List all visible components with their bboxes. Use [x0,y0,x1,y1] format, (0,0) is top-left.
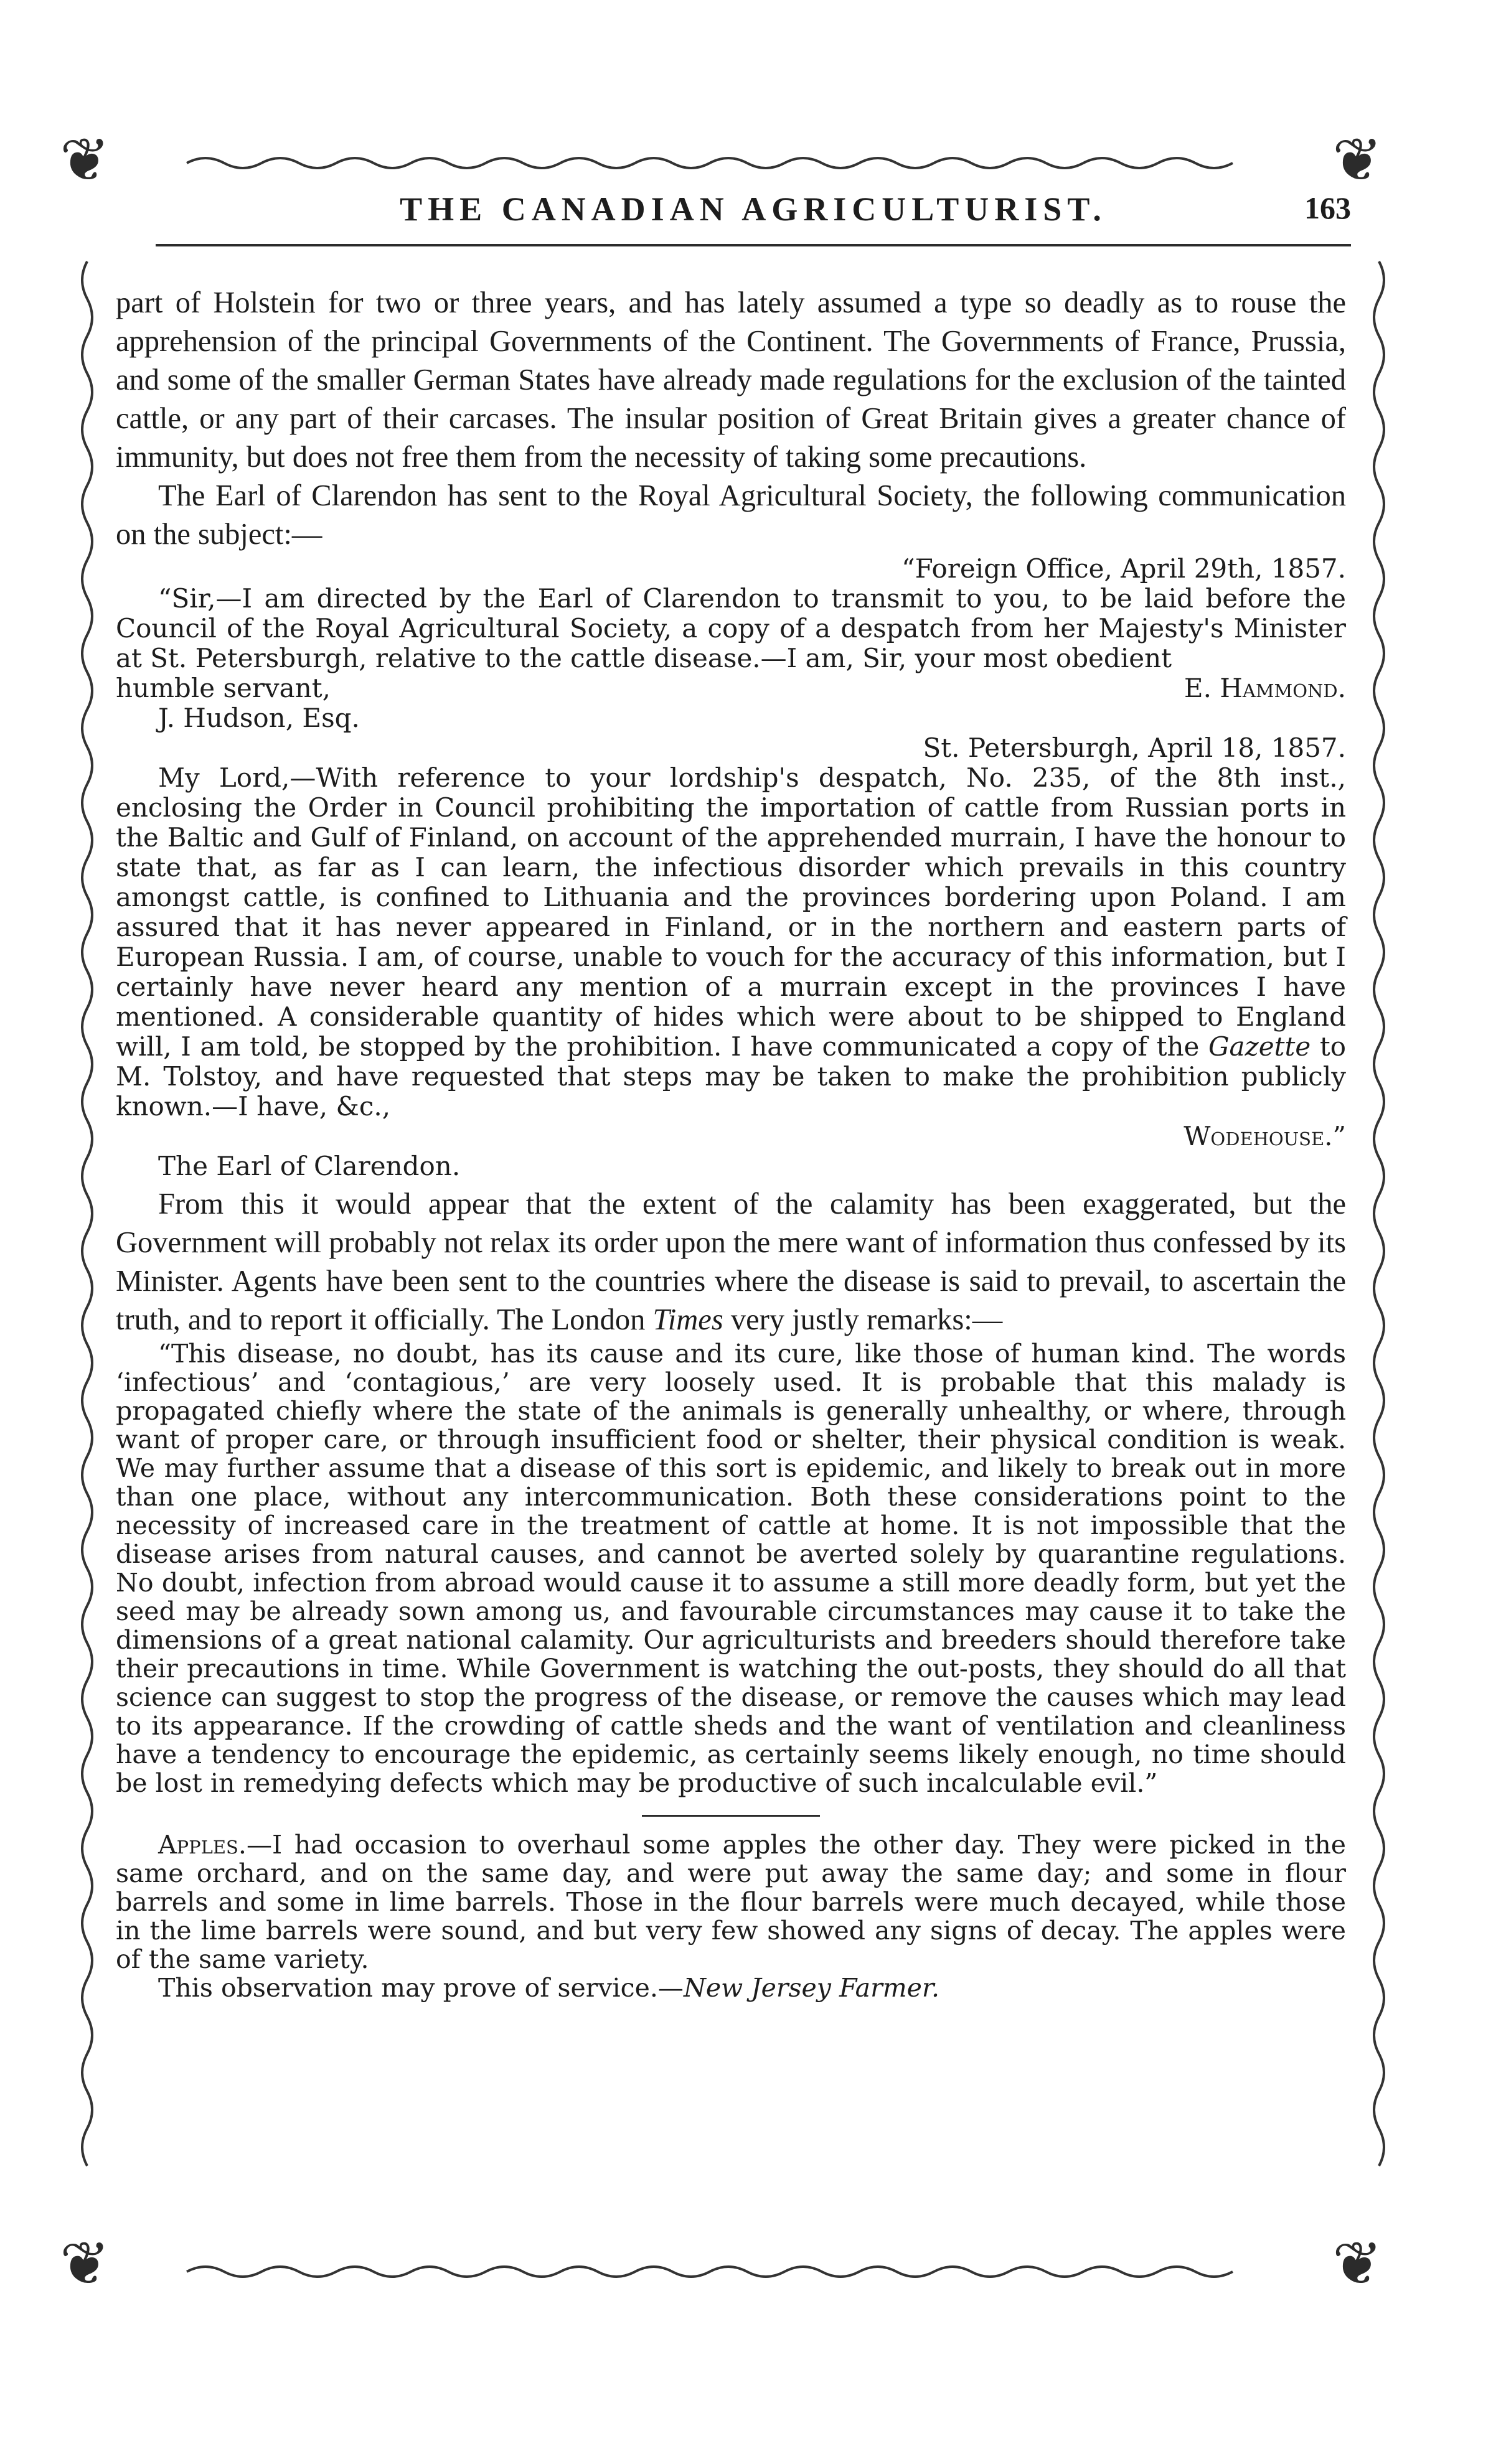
letter-addressee: J. Hudson, Esq. [158,703,360,733]
letter-signature: E. Hammond. [1184,673,1346,703]
apples-source-line [116,1974,1346,2002]
header-rule [156,244,1351,246]
letter-signature: Wodehouse.” [1184,1121,1346,1151]
apples-note [116,1830,1346,2002]
paragraph: part of Holstein for two or three years, and has lately assumed a type so deadly as to rouse the apprehension of the principal Governments of the Continent. The Governments of France, Prussia, and some of the smaller German States have already made regulations for the exclusion of the tainted cattle, or any part of their carcases. The insular position of Great Britain gives a greater chance of immunity, but does not free them from the necessity of taking some precautions. [116,286,1346,474]
times-title: Times [652,1303,723,1336]
letter-body: “Sir,—I am directed by the Earl of Clarendon to transmit to you, to be laid before the Council of the Royal Agricultural Society, a copy of a despatch from her Majesty's Minister at St. Petersburgh, relative to the cattle disease.—I am, Sir, your most obedient [116,583,1346,673]
letter-closing-line [116,673,1346,703]
corner-ornament-icon: ❦ [60,2231,110,2297]
article-body [116,284,1346,2002]
page-header [156,190,1351,240]
corner-ornament-icon: ❦ [60,127,110,194]
apples-line2: This observation may prove of service.— [158,1973,684,2003]
letter-foreign-office [116,554,1346,733]
paragraph: The Earl of Clarendon has sent to the Royal Agricultural Society, the following communication on the subject:— [116,479,1346,551]
letter-body [116,763,1346,1122]
corner-ornament-icon: ❦ [1332,127,1383,194]
letter-addressee: The Earl of Clarendon. [158,1151,461,1181]
letter-st-petersburgh [116,733,1346,1181]
letter-text: to M. Tolstoy, and have requested that steps may be taken to make the prohibition publicly known.—I have, &c., [116,1031,1346,1122]
section-separator [642,1815,820,1817]
apples-heading: Apples. [158,1830,247,1860]
apples-source: New Jersey Farmer. [683,1973,939,2003]
running-title: THE CANADIAN AGRICULTURIST. [400,190,1107,228]
apples-paragraph [116,1830,1346,1974]
paragraph-text: very justly remarks:— [730,1303,1003,1336]
gazette-title: Gazette [1208,1031,1311,1062]
letter-closing: humble servant, [116,673,331,703]
page-number: 163 [1304,190,1351,225]
letter-dateline: St. Petersburgh, April 18, 1857. [923,733,1346,763]
paragraph-text: From this it would appear that the extent of the calamity has been exaggerated, but the Government will probably not relax its order upon the mere want of information thus confessed by its Minister. Agents have been sent to the countries where the disease is said to prevail, to ascertain the truth, and to report it officially. The London [116,1187,1346,1336]
paragraph [116,1185,1346,1339]
times-quotation: “This disease, no doubt, has its cause and its cure, like those of human kind. The words ‘infectious’ and ‘contagious,’ are very loosely used. It is probable that this malady is propagated chiefly where the state of the animals is generally unhealthy, or where, through want of proper care, or through insufficient food or shelter, their physical condition is weak. We may further assume that a disease of this sort is epidemic, and likely to break out in more than one place, without any intercommunication. Both these considerations point to the necessity of increased care in the treatment of cattle at home. It is not impossible that the disease arises from natural causes, and cannot be averted solely by quarantine regulations. No doubt, infection from abroad would cause it to assume a still more deadly form, but yet the seed may be already sown among us, and favourable circumstances may cause it to take the dimensions of a great national calamity. Our agriculturists and breeders should therefore take their precautions in time. While Government is watching the out-posts, they should do all that science can suggest to stop the progress of the disease, or remove the causes which may lead to its appearance. If the crowding of cattle sheds and the want of ventilation and cleanliness have a tendency to encourage the epidemic, as certainly seems likely enough, no time should be lost in remedying defects which may be productive of such incalculable evil.” [116,1339,1346,1798]
letter-dateline: “Foreign Office, April 29th, 1857. [901,553,1346,584]
corner-ornament-icon: ❦ [1332,2231,1383,2297]
apples-text: —I had occasion to overhaul some apples the other day. They were picked in the same orchard, and on the same day, and were put away the same day; and some in flour barrels and some in lime barrels. Those in the flour barrels were much decayed, while those in the lime barrels were sound, and but very few showed any signs of decay. The apples were of the same variety. [116,1830,1346,1974]
letter-text: My Lord,—With reference to your lordship's despatch, No. 235, of the 8th inst., enclosing the Order in Council prohibiting the importation of cattle from Russian ports in the Baltic and Gulf of Finland, on account of the apprehended murrain, I have the honour to state that, as far as I can learn, the infectious disorder which prevails in this country amongst cattle, is confined to Lithuania and the provinces bordering upon Poland. I am assured that it has never appeared in Finland, or in the northern and eastern parts of European Russia. I am, of course, unable to vouch for the accuracy of this information, but I certainly have never heard any mention of a murrain except in the provinces I have mentioned. A considerable quantity of hides which were about to be shipped to England will, I am told, be stopped by the prohibition. I have communicated a copy of the [116,762,1346,1062]
